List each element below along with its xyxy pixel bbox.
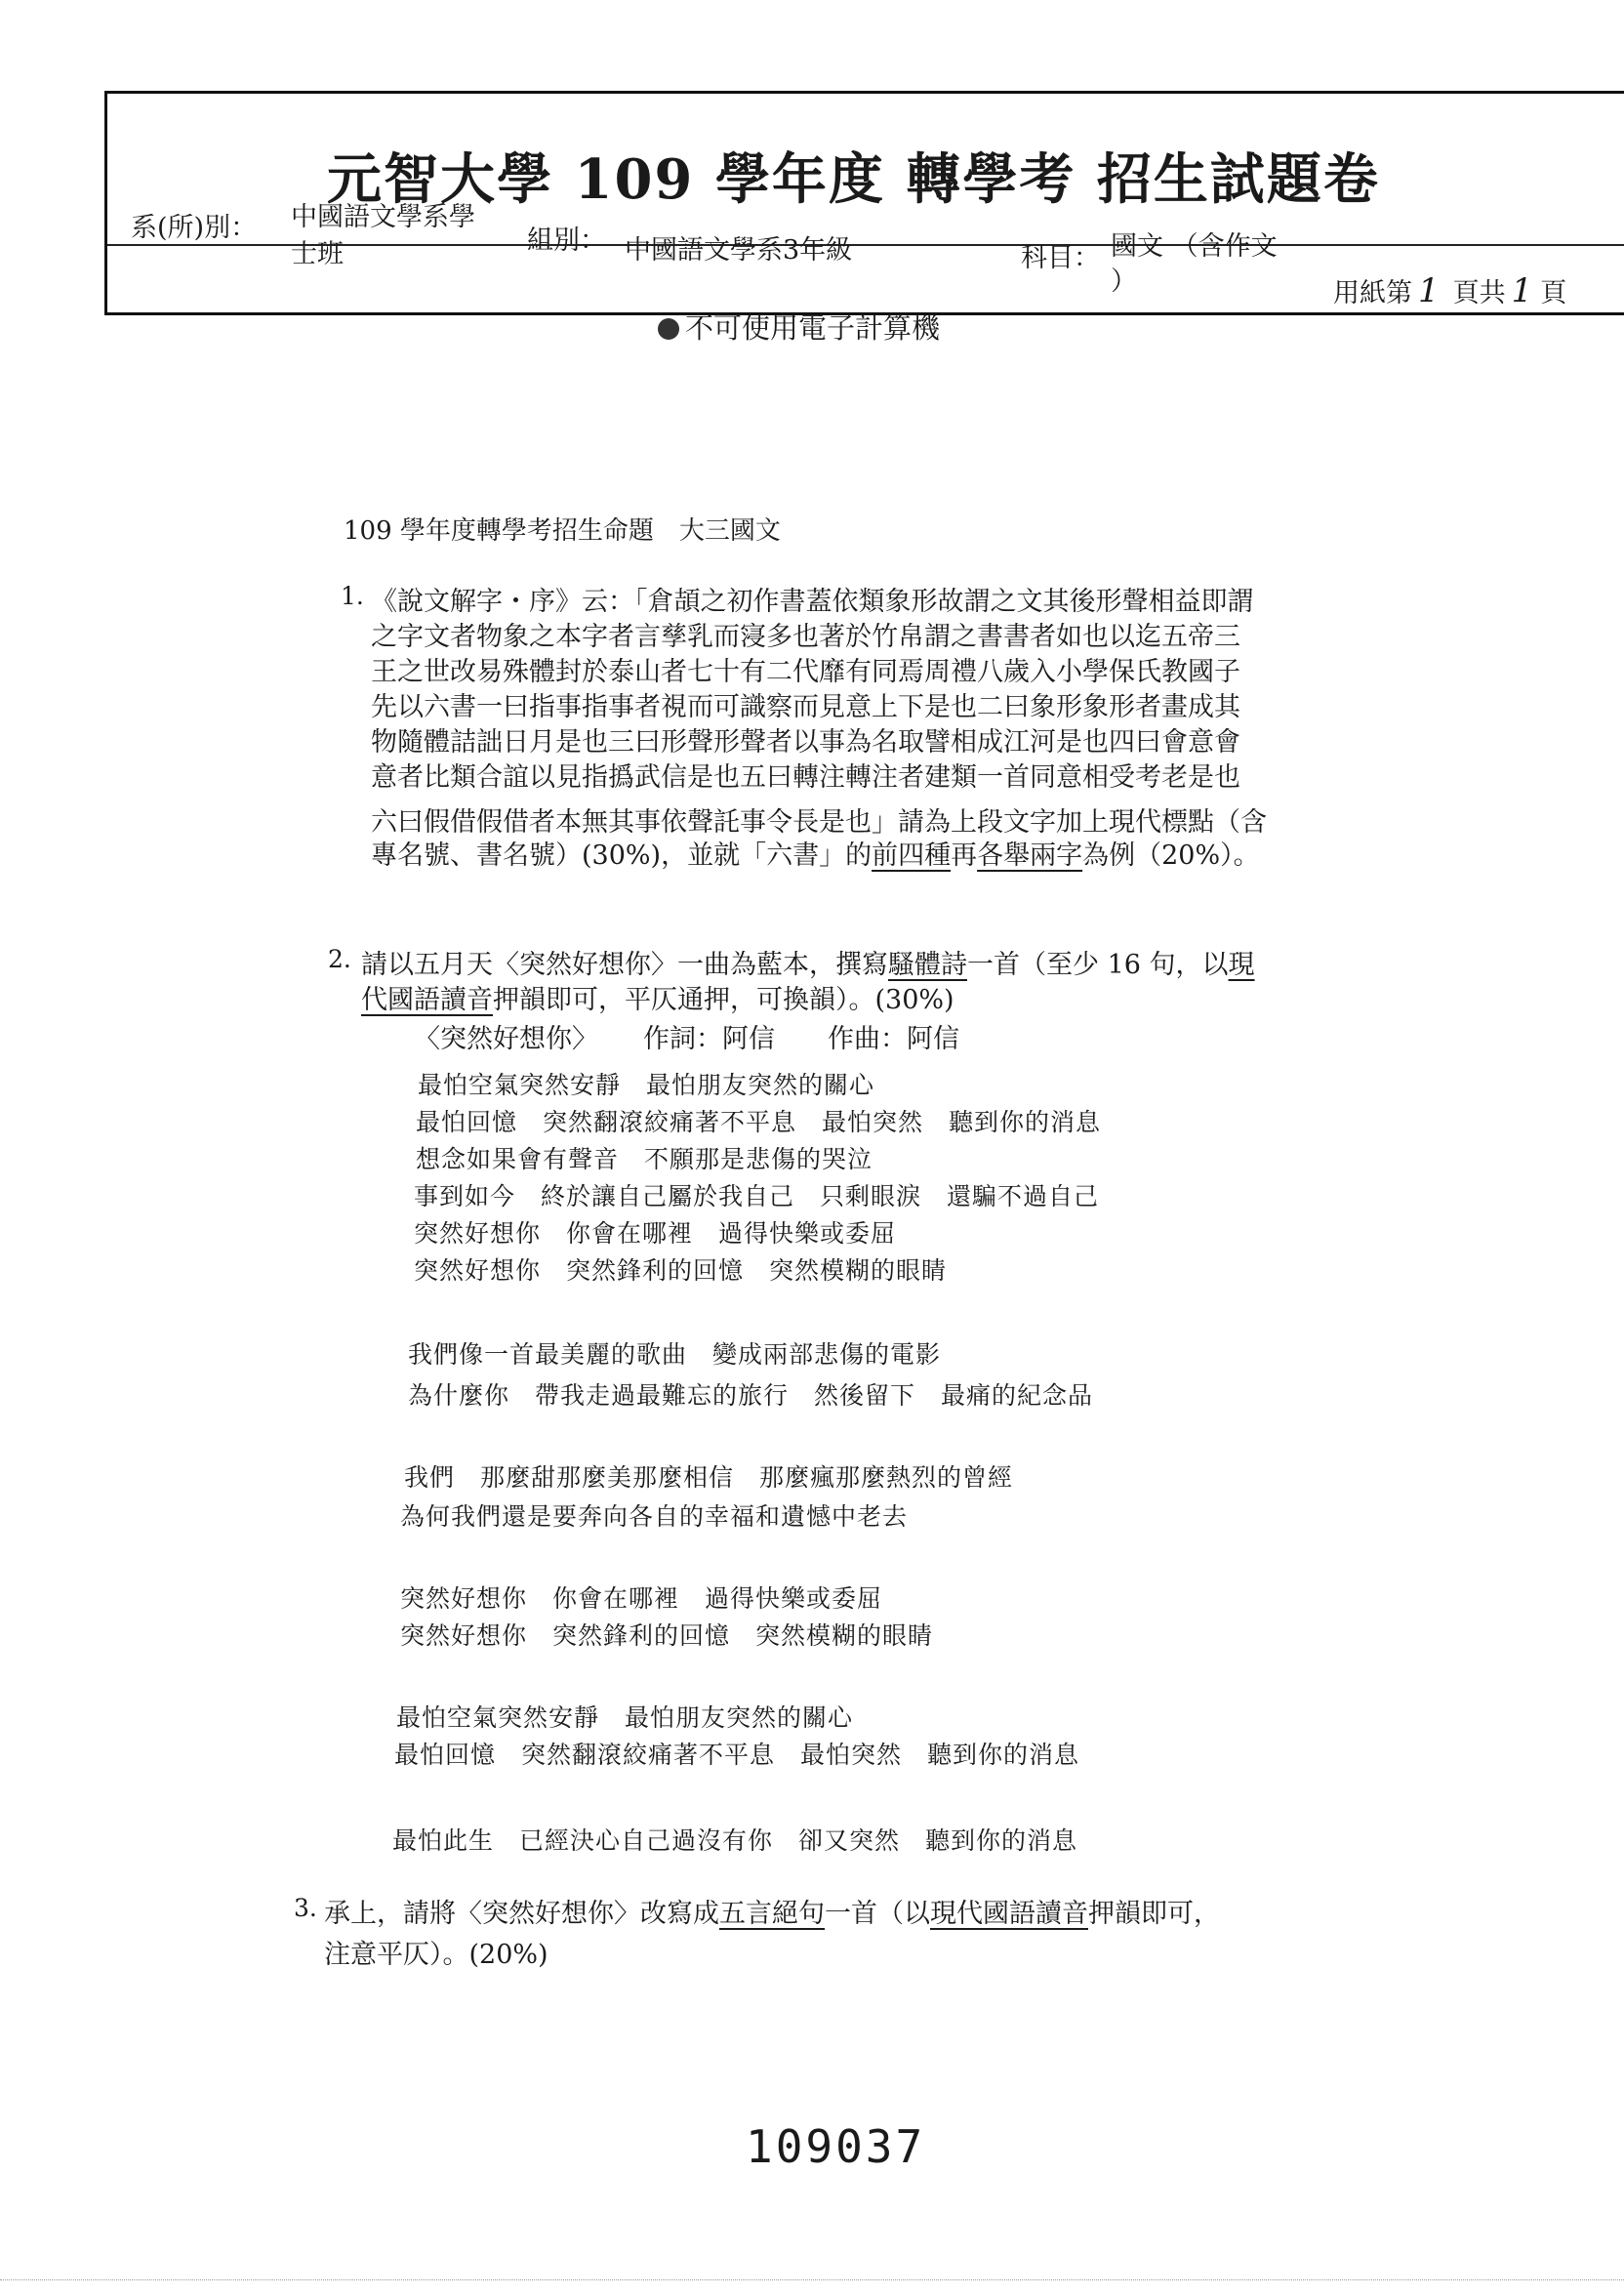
q1-line: 之字文者物象之本字者言孳乳而寖多也著於竹帛謂之書書者如也以迄五帝三 xyxy=(371,622,1240,652)
q1-underline-former-four: 前四種 xyxy=(872,840,952,871)
lyric-line: 最怕此生 已經決心自己過沒有你 卻又突然 聽到你的消息 xyxy=(392,1826,1078,1855)
lyric-line: 最怕回憶 突然翻滾絞痛著不平息 最怕突然 聽到你的消息 xyxy=(394,1741,1080,1769)
dept-value-line2: 士班 xyxy=(291,239,344,269)
group-value: 中國語文學系3年級 xyxy=(625,235,853,266)
page-total: 1 xyxy=(1511,271,1533,310)
q2-line2: 代國語讀音押韻即可，平仄通押，可換韻）。(30%) xyxy=(361,985,954,1015)
q2-line1: 請以五月天〈突然好想你〉一曲為藍本，撰寫騷體詩一首（至少 16 句，以現 xyxy=(361,950,1255,980)
lyric-line: 突然好想你 你會在哪裡 過得快樂或委屈 xyxy=(400,1584,883,1613)
subject-label: 科目： xyxy=(1021,243,1100,273)
lyric-line: 突然好想你 突然鋒利的回憶 突然模糊的眼睛 xyxy=(400,1621,934,1650)
q3-line1: 承上，請將〈突然好想你〉改寫成五言絕句一首（以現代國語讀音押韻即可， xyxy=(324,1899,1220,1929)
dept-label: 系(所)別： xyxy=(131,213,258,243)
lyric-line: 突然好想你 你會在哪裡 過得快樂或委屈 xyxy=(414,1219,897,1248)
q1-underline-two-each: 各舉兩字 xyxy=(977,840,1083,871)
lyric-line: 想念如果會有聲音 不願那是悲傷的哭泣 xyxy=(416,1145,873,1173)
dept-value-line1: 中國語文學系學 xyxy=(291,202,475,232)
page-current: 1 xyxy=(1418,271,1440,310)
lyric-line: 為何我們還是要奔向各自的幸福和遺憾中老去 xyxy=(400,1502,909,1531)
q1-line: 先以六書一曰指事指事者視而可識察而見意上下是也二曰象形象形者畫成其 xyxy=(371,692,1240,722)
document-title: 109 學年度轉學考招生命題 大三國文 xyxy=(344,516,781,546)
q1-line: 物隨體詰詘日月是也三曰形聲形聲者以事為名取譬相成江河是也四曰會意會 xyxy=(371,727,1240,758)
q1-line: 《說文解字・序》云：「倉頡之初作書蓋依類象形故謂之文其後形聲相益即謂 xyxy=(371,587,1254,617)
song-title: 〈突然好想你〉 xyxy=(414,1024,598,1054)
page-label-a: 用紙第 xyxy=(1333,278,1412,308)
lyric-line: 事到如今 終於讓自己屬於我自己 只剩眼淚 還騙不過自己 xyxy=(414,1182,1100,1210)
lyric-line: 最怕空氣突然安靜 最怕朋友突然的關心 xyxy=(418,1071,875,1099)
page-indicator xyxy=(1333,271,1566,310)
song-header xyxy=(414,1017,959,1055)
q1-line: 六曰假借假借者本無其事依聲託事令長是也」請為上段文字加上現代標點（含 xyxy=(371,807,1267,838)
q3-number: 3. xyxy=(294,1894,317,1922)
q2-number: 2. xyxy=(328,945,351,973)
song-composer: 作曲：阿信 xyxy=(828,1024,959,1054)
calculator-notice: 不可使用電子計算機 xyxy=(658,307,940,347)
group-label: 組別： xyxy=(527,226,606,256)
page-label-c: 頁 xyxy=(1540,278,1567,308)
lyric-line: 我們像一首最美麗的歌曲 變成兩部悲傷的電影 xyxy=(408,1340,942,1369)
q1-line: 王之世改易殊體封於泰山者七十有二代靡有同焉周禮八歲入小學保氏教國子 xyxy=(371,657,1240,687)
lyric-line: 我們 那麼甜那麼美那麼相信 那麼瘋那麼熱烈的曾經 xyxy=(404,1463,1014,1492)
subject-value-line2: ） xyxy=(1111,266,1137,297)
exam-title: 元智大學 109 學年度 轉學考 招生試題卷 xyxy=(327,147,1380,212)
serial-number: 109037 xyxy=(746,2120,926,2173)
lyric-line: 最怕空氣突然安靜 最怕朋友突然的關心 xyxy=(396,1703,854,1732)
bottom-edge xyxy=(0,2279,1624,2280)
lyric-line: 突然好想你 突然鋒利的回憶 突然模糊的眼睛 xyxy=(414,1256,948,1285)
bullet-icon xyxy=(658,318,679,340)
q1-last-line: 專名號、書名號）(30%)，並就「六書」的前四種再各舉兩字為例（20%）。 xyxy=(371,840,1260,871)
lyric-line: 為什麼你 帶我走過最難忘的旅行 然後留下 最痛的紀念品 xyxy=(408,1381,1094,1410)
page-label-b: 頁共 xyxy=(1452,278,1506,308)
lyric-line: 最怕回憶 突然翻滾絞痛著不平息 最怕突然 聽到你的消息 xyxy=(416,1108,1102,1136)
q3-line2: 注意平仄）。(20%) xyxy=(324,1940,548,1970)
subject-value-line1: 國文 （含作文 xyxy=(1111,231,1278,262)
q1-number: 1. xyxy=(341,582,364,610)
q1-line: 意者比類合誼以見指撝武信是也五曰轉注轉注者建類一首同意相受考老是也 xyxy=(371,762,1240,793)
song-lyricist: 作詞：阿信 xyxy=(643,1024,775,1054)
